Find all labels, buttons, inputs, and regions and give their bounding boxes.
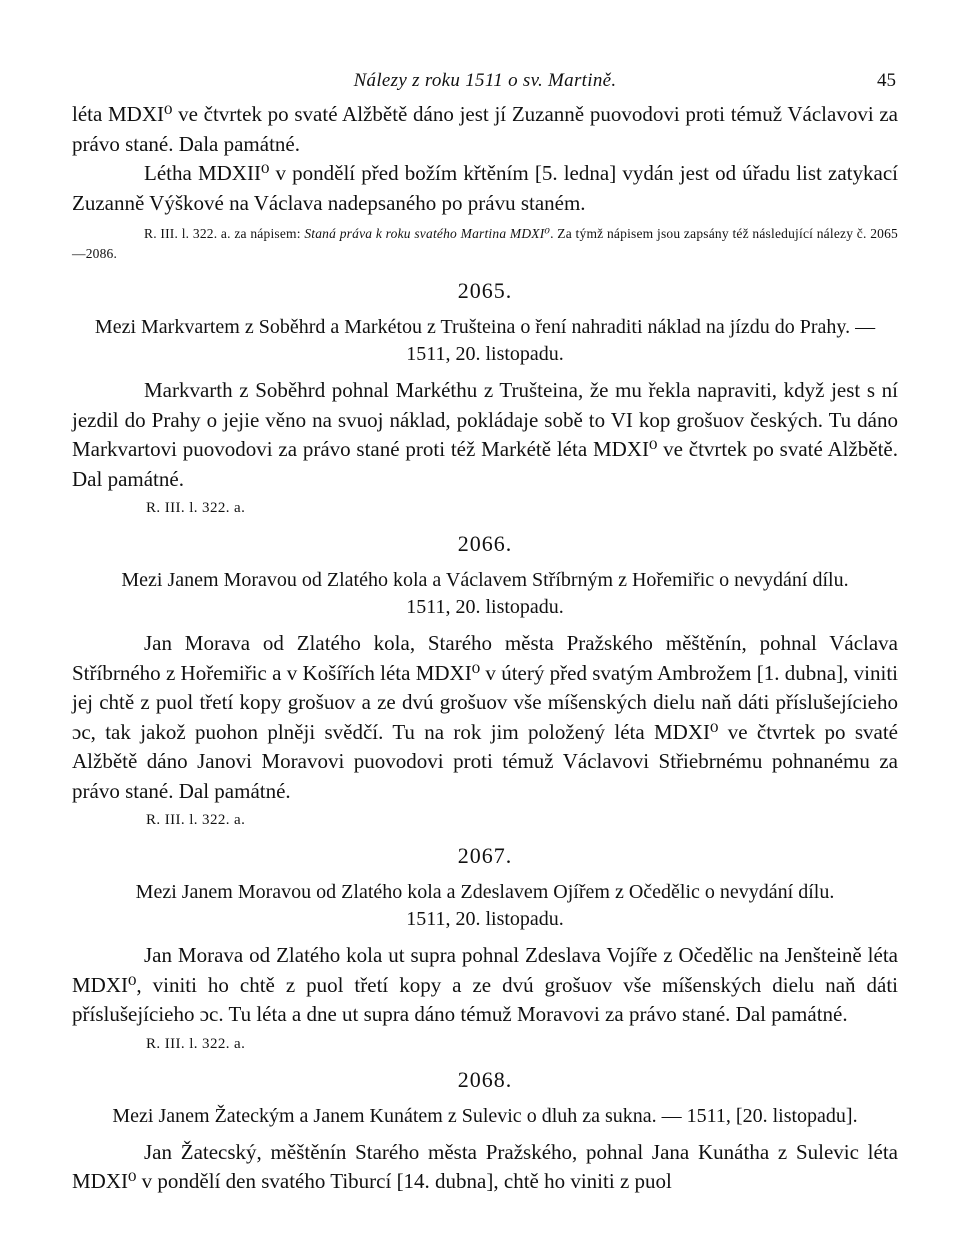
entry-title [72, 879, 898, 933]
entry-number: 2066. [457, 531, 513, 556]
note-text-a: R. III. l. 322. a. za nápisem: [144, 226, 305, 241]
editorial-note [72, 224, 898, 264]
entry-date: 1511, 20. listopadu. [406, 908, 564, 930]
source-reference: R. III. l. 322. a. [146, 500, 246, 516]
entry-title [72, 567, 898, 621]
page-header [72, 64, 898, 100]
entry-title [72, 314, 898, 368]
entry-date: — 1511, 20. listopadu. [406, 316, 876, 365]
entry-title-text: Mezi Janem Moravou od Zlatého kola a Zdeslavem Ojířem z Očedělic o nevydání dílu. [135, 881, 835, 903]
running-title: Nálezy z roku 1511 o sv. Martině. [353, 70, 617, 91]
entry-number: 2068. [457, 1066, 513, 1092]
page-number: 45 [877, 70, 896, 91]
intro-paragraph-2: Létha MDXII⁰ v pondělí před božím křtěním [5. ledna] vydán jest od úřadu list zatykací Zuzanně Výškové na Václava nadepsaného po právu staném. [72, 161, 898, 215]
entry-text: Jan Žatecský, měštěnín Starého města Pražského, pohnal Jana Kunátha z Sulevic léta MDXI⁰ v pondělí den svatého Tiburcí [14. dubna], chtě ho viniti z puol [72, 1139, 898, 1193]
entry-number: 2065. [457, 278, 513, 303]
entry-date: 1511, 20. listopadu. [406, 596, 564, 618]
entry-text: Jan Morava od Zlatého kola, Starého města Pražského měštěnín, pohnal Václava Stříbrného z Hořemiřic a v Košířích léta MDXI⁰ v úterý před svatým Ambrožem [1. dubna], viniti jej chtě z puol třetí kopy grošuov a ze dvú grošuov vše míšenských dielu naň dáti příslušejícieho ɔc, tak jakož puohon plněji svědčí. Tu na rok jim položený léta MDXI⁰ ve čtvrtek po svaté Alžbětě dáno Janovi Moravovi puovodovi proti témuž Václavovi Střiebrnému pohnanému za právo stané. Dal památné. [72, 631, 898, 803]
source-reference: R. III. l. 322. a. [146, 1035, 246, 1052]
entry-text: Markvarth z Soběhrd pohnal Markéthu z Trušteina, že mu řekla napraviti, když jest s ní jezdil do Prahy o jejie věno na svuoj náklad, pokládaje sobě to VI kop grošuov českých. Tu dáno Markvartovi puovodovi za právo stané proti též Markétě léta MDXI⁰ ve čtvrtek po svaté Alžbětě. Dal památné. [72, 378, 898, 491]
entry-title-text: Mezi Janem Žateckým a Janem Kunátem z Sulevic o dluh za sukna. [112, 1104, 657, 1127]
entry-title-text: Mezi Markvartem z Soběhrd a Markétou z Trušteina o ření nahraditi náklad na jízdu do Prahy. [94, 316, 851, 338]
entry-date: — 1511, [20. listopadu]. [661, 1104, 858, 1127]
note-text-b: . Za týmž nápisem jsou zapsány též následující nálezy č. 2065—2086. [72, 226, 898, 261]
entry-text: Jan Morava od Zlatého kola ut supra pohnal Zdeslava Vojíře z Očedělic na Jenšteině léta MDXI⁰, viniti ho chtě z puol třetí kopy a ze dvú grošuov vše míšenských dielu naň dáti příslušejícieho ɔc. Tu léta a dne ut supra dáno témuž Moravovi za právo stané. Dal památné. [72, 943, 898, 1026]
note-italic-heading: Staná práva k roku svatého Martina MDXI⁰ [304, 226, 551, 241]
entry-title [72, 1103, 898, 1130]
intro-paragraph-1: léta MDXI⁰ ve čtvrtek po svaté Alžbětě dáno jest jí Zuzanně puovodovi proti témuž Václavovi za právo stané. Dala památné. [72, 102, 898, 156]
source-reference: R. III. l. 322. a. [146, 812, 246, 828]
entry-number: 2067. [457, 843, 513, 868]
document-page [72, 64, 898, 1197]
entry-title-text: Mezi Janem Moravou od Zlatého kola a Václavem Stříbrným z Hořemiřic o nevydání dílu. [121, 569, 849, 591]
